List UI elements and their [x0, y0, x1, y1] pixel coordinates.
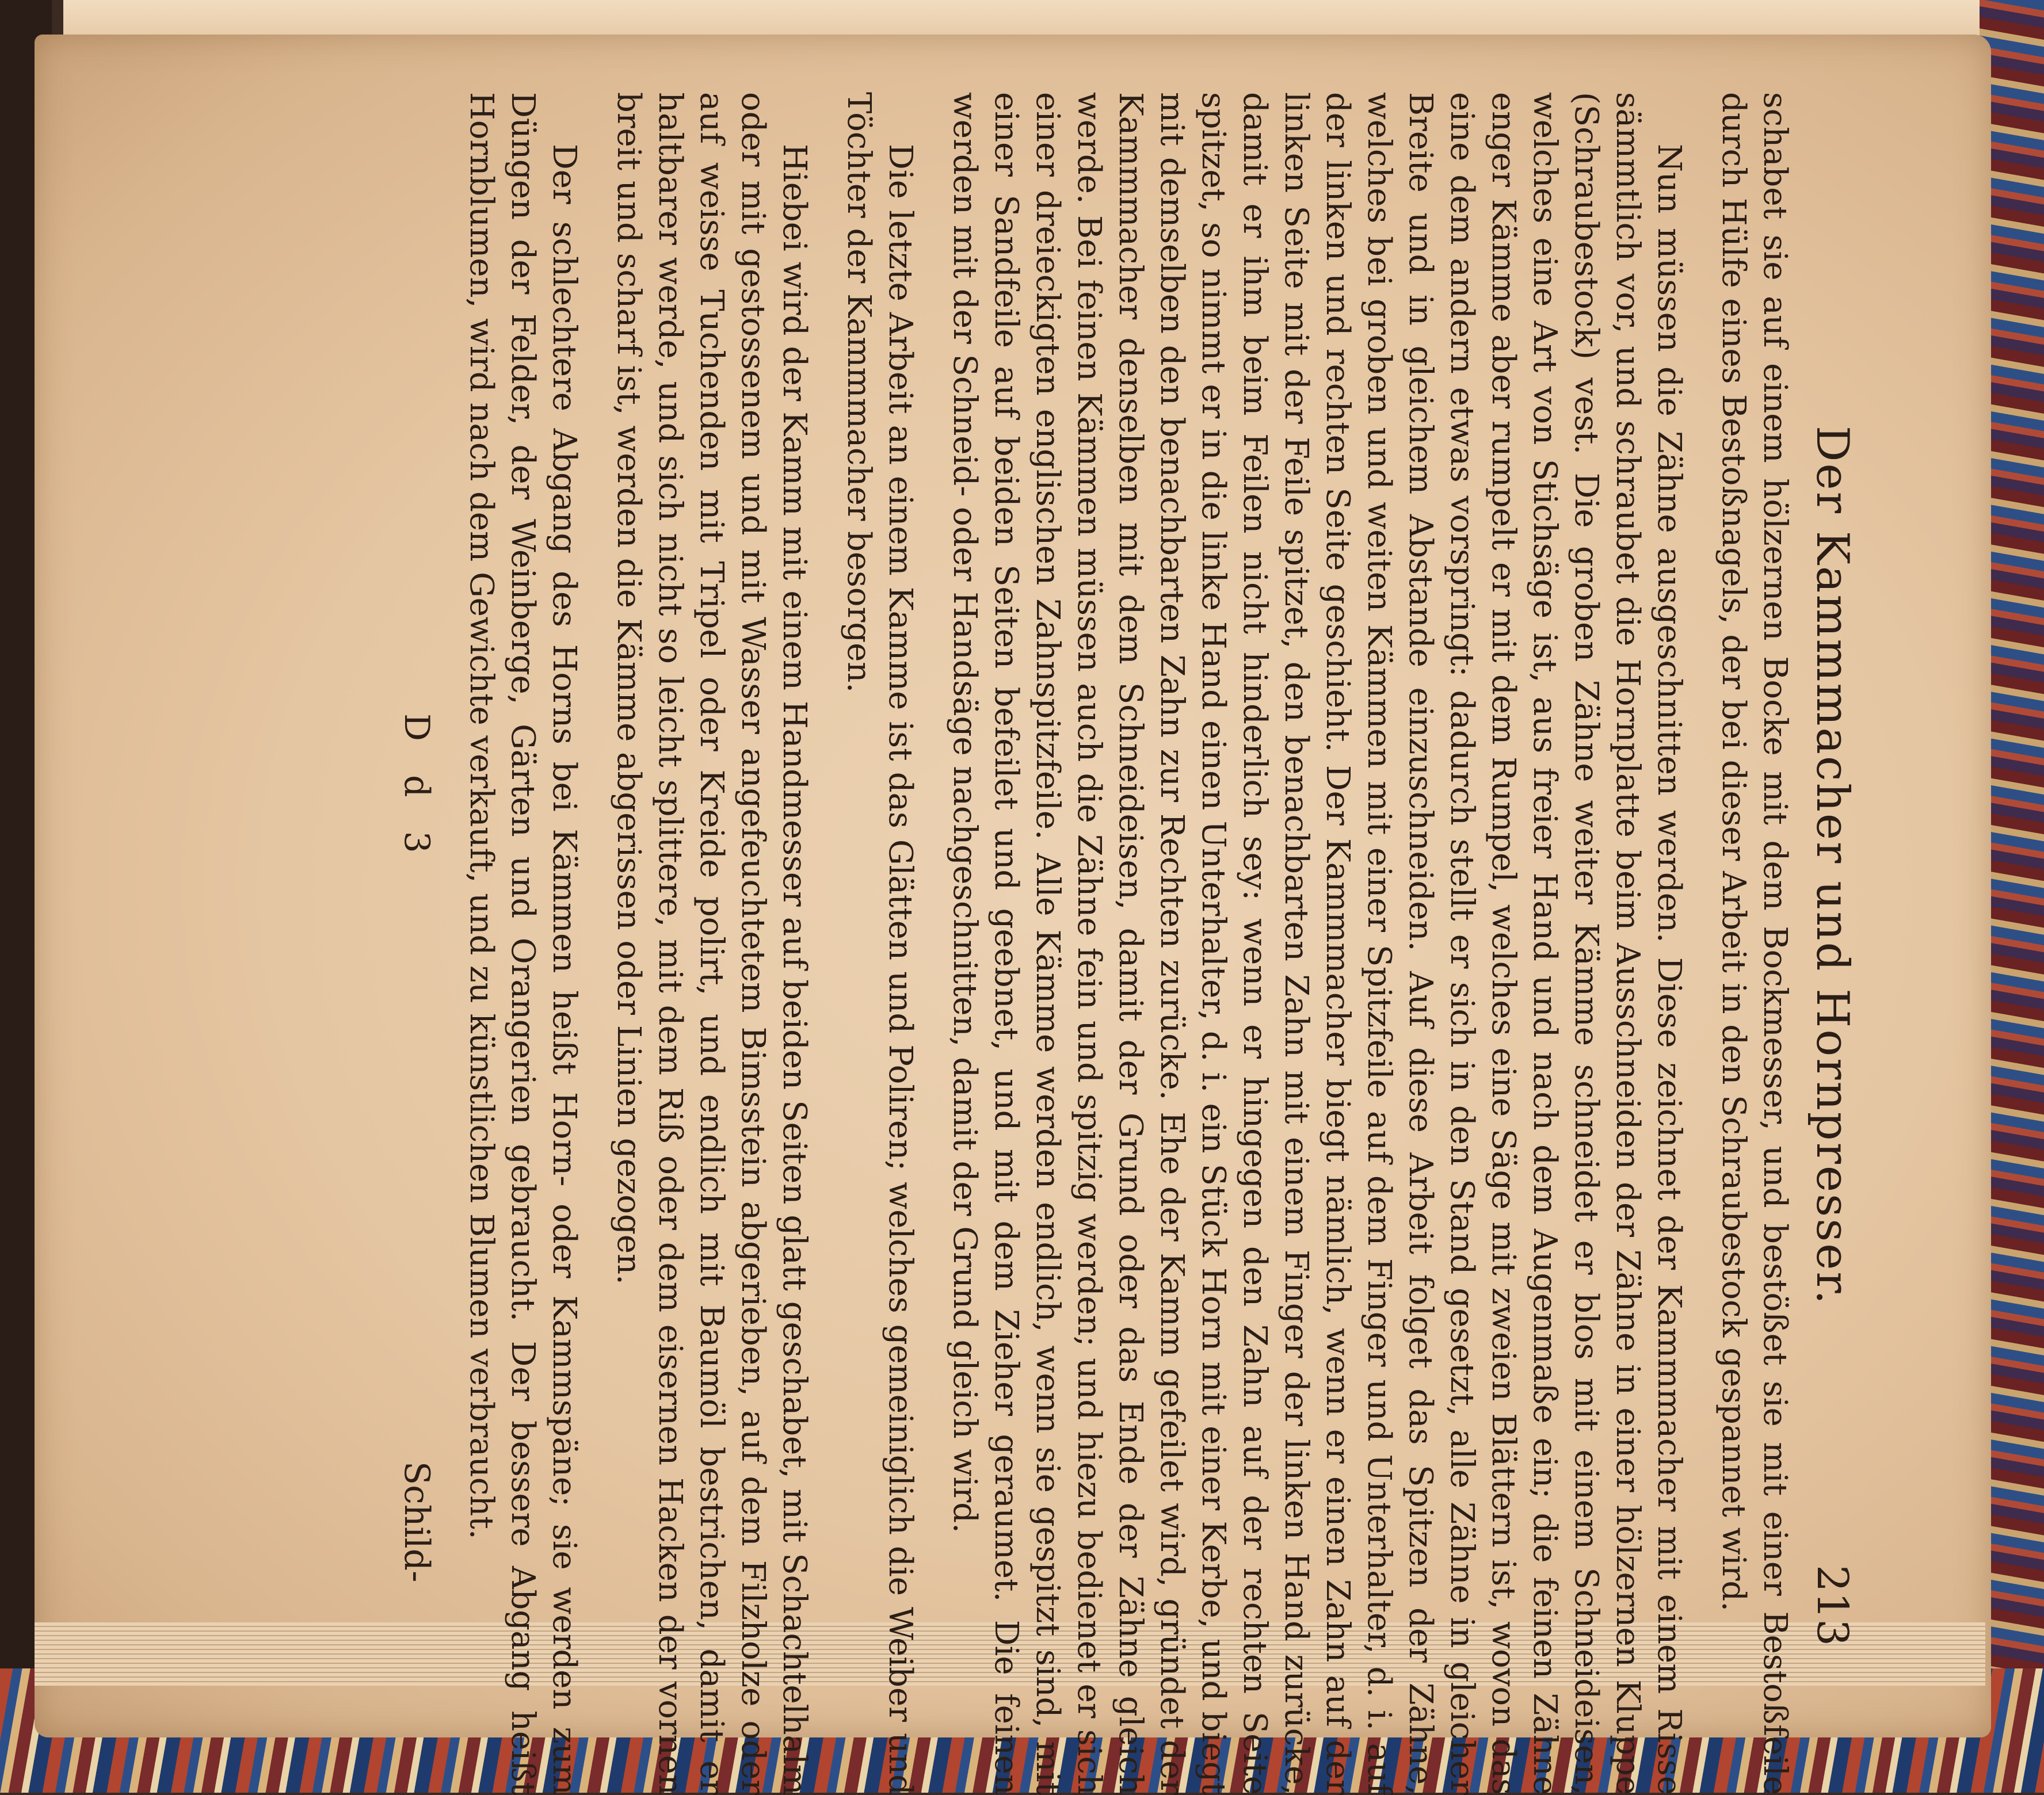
page-footer [391, 92, 437, 1795]
catchword: Schild- [396, 1461, 437, 1583]
page-number: 213 [1807, 1565, 1857, 1647]
rotated-text-block [173, 92, 1858, 1795]
paragraph-4: Hiebei wird der Kamm mit einem Handmesser auf beiden Seiten glatt geschabet, mit Schachtelhalm oder mit gestossenem und mit Wasser angefeuchtetem Bimsstein abgerieben, auf dem Filzholze oder auf weisse Tuchenden mit Tripel oder Kreide polirt, und endlich mit Baumöl bestrichen, damit er haltbarer werde, und sich nicht so leicht splittere, mit dem Riß oder dem eisernen Hacken der vornen breit und scharf ist, werden die Kämme abgerissen oder Linien gezogen. [610, 92, 813, 1795]
signature-mark: D d 3 [396, 713, 437, 865]
paragraph-3: Die letzte Arbeit an einem Kamme ist das Glätten und Poliren; welches gemeiniglich die Weiber und Töchter der Kammmacher besorgen. [840, 92, 919, 1795]
paragraph-2: Nun müssen die Zähne ausgeschnitten werden. Diese zeichnet der Kammmacher mit einem Risse sämmtlich vor, und schraubet die Hornplatte beim Ausschneiden der Zähne in einer hölzernen Kluppe (Schraubestock) vest. Die groben Zähne weiter Kämme schneidet er blos mit einem Schneideisen, welches eine Art von Stichsäge ist, aus freier Hand und nach dem Augenmaße ein; die feinen Zähne enger Kämme aber rumpelt er mit dem Rumpel, welches eine Säge mit zweien Blättern ist, wovon das eine dem andern etwas vorspringt: dadurch stellt er sich in den Stand gesetzt, alle Zähne in gleicher Breite und in gleichem Abstande einzuschneiden. Auf diese Arbeit folget das Spitzen der Zähne, welches bei groben und weiten Kämmen mit einer Spitzfeile auf dem Finger und Unterhalter, d. i. auf der linken und rechten Seite geschieht. Der Kammmacher biegt nämlich, wenn er einen Zahn auf der linken Seite mit der Feile spitzet, den benachbarten Zahn mit einem Finger der linken Hand zurücke, damit er ihm beim Feilen nicht hinderlich sey: wenn er hingegen den Zahn auf der rechten Seite spitzet, so nimmt er in die linke Hand einen Unterhalter, d. i. ein Stück Horn mit einer Kerbe, und biegt mit demselben den benachbarten Zahn zur Rechten zurücke. Ehe der Kamm gefeilet wird, gründet der Kammmacher denselben mit dem Schneideisen, damit der Grund oder das Ende der Zähne gleich werde. Bei feinen Kämmen müssen auch die Zähne fein und spitzig werden; und hiezu bedienet er sich einer dreieckigten englischen Zahnspitzfeile. Alle Kämme werden endlich, wenn sie gespitzt sind, mit einer Sandfeile auf beiden Seiten befeilet und geebnet, und mit dem Zieher geraumet. Die feinen werden mit der Schneid- oder Handsäge nachgeschnitten, damit der Grund gleich wird. [946, 92, 1688, 1795]
paragraph-5: Der schlechtere Abgang des Horns bei Kämmen heißt Horn- oder Kammspäne; sie werden zum Düngen der Felder, der Weinberge, Gärten und Orangerien gebraucht. Der bessere Abgang heißt Hornblumen, wird nach dem Gewichte verkauft, und zu künstlichen Blumen verbraucht. [463, 92, 583, 1795]
running-title: Der Kammmacher und Hornpresser. [1806, 426, 1858, 1306]
page-header [1795, 92, 1858, 1795]
paragraph-1: schabet sie auf einem hölzernen Bocke mit dem Bockmesser, und bestößet sie mit einer Bestoßfeile durch Hülfe eines Bestoßnagels, der bei dieser Arbeit in den Schraubestock gespannet wird. [1715, 92, 1794, 1795]
